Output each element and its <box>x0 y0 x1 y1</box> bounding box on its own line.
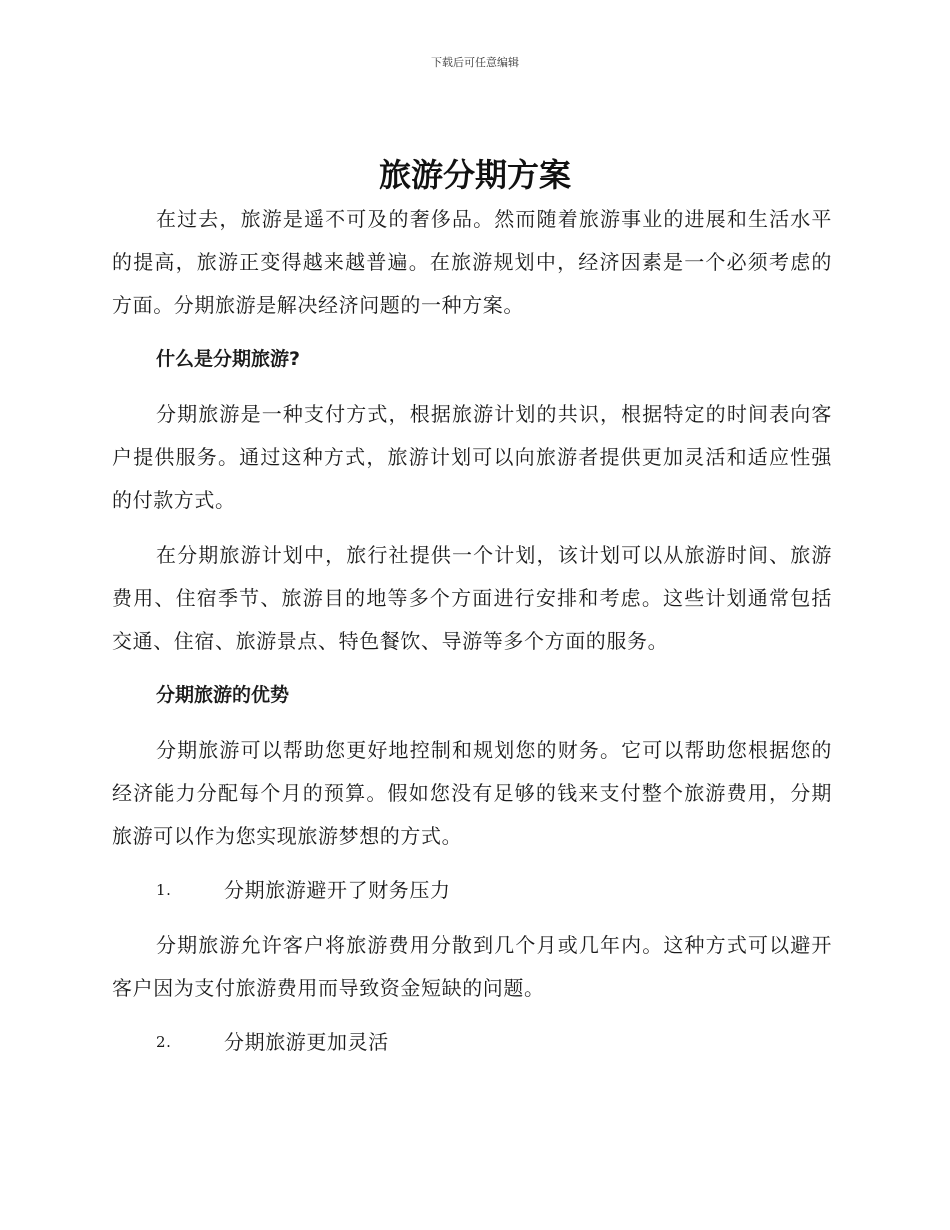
advantages-paragraph: 分期旅游可以帮助您更好地控制和规划您的财务。它可以帮助您根据您的经济能力分配每个月的预算。假如您没有足够的钱来支付整个旅游费用，分期旅游可以作为您实现旅游梦想的方式。 <box>112 738 832 848</box>
header-note: 下载后可任意编辑 <box>431 56 519 69</box>
list-item-number: 2. <box>156 1033 172 1051</box>
item1-paragraph: 分期旅游允许客户将旅游费用分散到几个月或几年内。这种方式可以避开客户因为支付旅游费用而导致资金短缺的问题。 <box>112 933 832 1000</box>
definition-paragraph: 分期旅游是一种支付方式，根据旅游计划的共识，根据特定的时间表向客户提供服务。通过这种方式，旅游计划可以向旅游者提供更加灵活和适应性强的付款方式。 <box>112 402 832 512</box>
document-title: 旅游分期方案 <box>378 156 571 194</box>
section-heading-advantages: 分期旅游的优势 <box>156 684 290 706</box>
list-item-text: 分期旅游避开了财务压力 <box>224 878 451 902</box>
list-item-number: 1. <box>156 881 172 899</box>
list-item-text: 分期旅游更加灵活 <box>224 1030 389 1054</box>
plan-details-paragraph: 在分期旅游计划中，旅行社提供一个计划，该计划可以从旅游时间、旅游费用、住宿季节、旅游目的地等多个方面进行安排和考虑。这些计划通常包括交通、住宿、旅游景点、特色餐饮、导游等多个方面的服务。 <box>112 543 832 653</box>
list-item <box>112 1022 832 1062</box>
document-body <box>112 198 832 1076</box>
section-heading-what-is: 什么是分期旅游? <box>156 348 301 370</box>
intro-paragraph: 在过去，旅游是遥不可及的奢侈品。然而随着旅游事业的进展和生活水平的提高，旅游正变得越来越普遍。在旅游规划中，经济因素是一个必须考虑的方面。分期旅游是解决经济问题的一种方案。 <box>112 207 832 317</box>
list-item <box>112 870 832 910</box>
